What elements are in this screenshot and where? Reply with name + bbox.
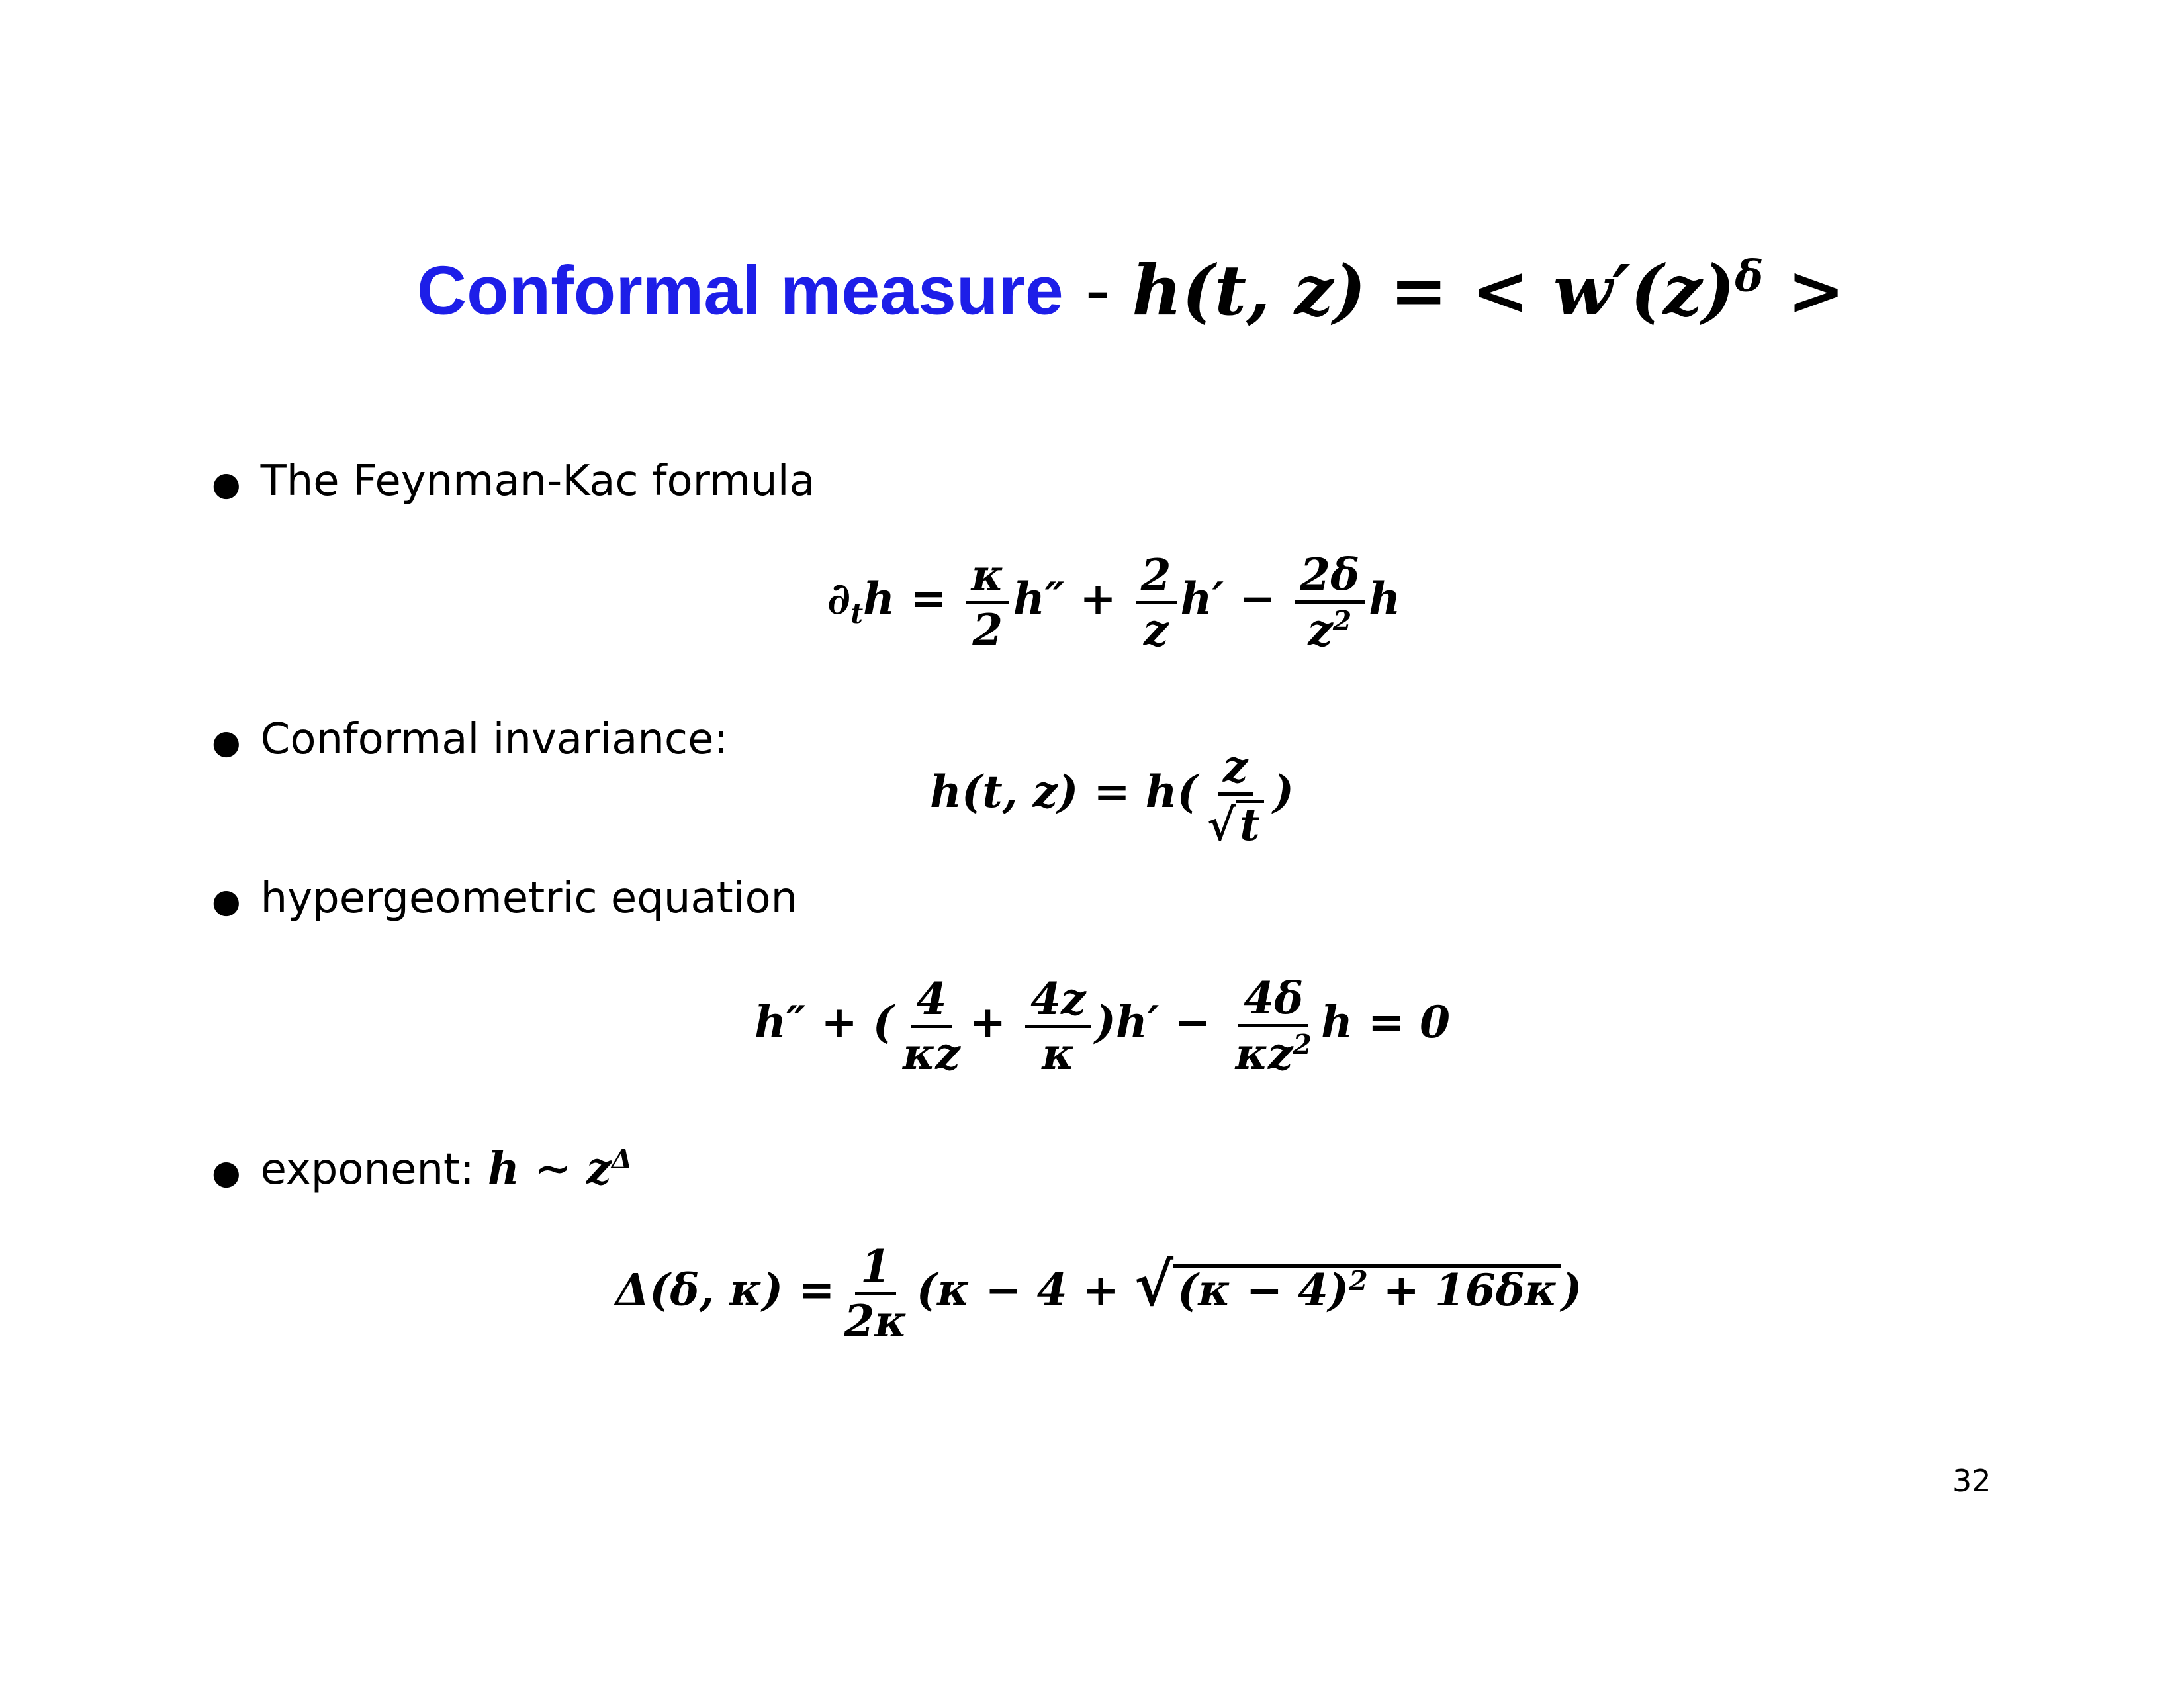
eq1-frac-2	[1136, 549, 1177, 656]
bullet-dot: ●	[212, 1153, 241, 1192]
bullet-label: The Feynman-Kac formula	[260, 457, 815, 506]
bullet-dot: ●	[212, 465, 241, 503]
eq1-f3-den-exp: 2	[1332, 605, 1352, 637]
eq3-term-2: )h′ −	[1095, 996, 1211, 1048]
eq3-f1-den: κz	[902, 1027, 960, 1080]
eq4-f-num: 1	[855, 1244, 896, 1295]
eq1-f2-num: 2	[1136, 553, 1177, 604]
sqrt-symbol: √	[1134, 1249, 1174, 1320]
bullet-label: hypergeometric equation	[260, 874, 798, 923]
title-text: Conformal measure	[417, 252, 1064, 330]
bullet-label: Conformal invariance:	[260, 715, 729, 764]
eq2-f-num: z	[1218, 745, 1253, 796]
eq1-f3-den-base: z	[1308, 604, 1333, 656]
exponent-math-exp: Δ	[611, 1143, 633, 1175]
eq3-f3-den-base: κz	[1235, 1028, 1293, 1080]
eq3-f2-den: κ	[1042, 1027, 1075, 1080]
title-math	[1132, 250, 1844, 331]
eq2-f-den-radicand: t	[1236, 800, 1264, 847]
eq1-frac-1	[966, 549, 1009, 656]
bullet-exponent	[212, 1145, 633, 1194]
equation-feynman-kac	[827, 549, 1401, 656]
bullet-hypergeometric	[212, 874, 797, 923]
eq3-f3-den-exp: 2	[1293, 1029, 1312, 1060]
title-math-exp: δ	[1735, 251, 1764, 301]
bullet-conformal-invariance	[212, 715, 728, 764]
title-math-open: < w′(z)	[1471, 249, 1735, 331]
eq2-frac	[1202, 741, 1269, 851]
eq2-lhs: h(t, z) = h(	[930, 766, 1198, 818]
equation-hypergeometric	[754, 972, 1451, 1080]
eq4-close: )	[1561, 1264, 1582, 1316]
eq4-rad-exp: 2	[1349, 1264, 1368, 1297]
eq3-frac-1	[897, 972, 966, 1080]
eq4-f-den: 2κ	[844, 1295, 907, 1347]
eq3-f1-num: 4	[911, 977, 952, 1028]
bullet-dot: ●	[212, 882, 241, 920]
eq3-term-3: h = 0	[1320, 996, 1451, 1048]
eq3-frac-3	[1230, 972, 1317, 1080]
eq1-f3-num: 2δ	[1295, 553, 1365, 604]
eq1-f3-den	[1302, 604, 1357, 656]
bullet-exponent-math	[488, 1143, 632, 1194]
eq4-rad-a: (κ − 4)	[1177, 1264, 1349, 1316]
eq1-term-1: h″ +	[1013, 573, 1116, 624]
eq3-f3-den	[1230, 1027, 1317, 1080]
eq4-lhs: Δ(δ, κ) =	[615, 1264, 835, 1316]
equation-conformal-invariance	[930, 741, 1294, 851]
eq4-term-1: (κ − 4 +	[916, 1264, 1119, 1316]
bullet-dot: ●	[212, 723, 241, 761]
eq3-f2-num: 4z	[1025, 977, 1091, 1028]
title-math-lhs: h(t, z) =	[1132, 249, 1448, 331]
eq4-radicand	[1173, 1264, 1561, 1316]
exponent-math-base: h ∼ z	[488, 1143, 612, 1194]
bullet-feynman-kac	[212, 457, 815, 506]
eq3-frac-2	[1025, 972, 1091, 1080]
eq1-lhs-rest: h =	[863, 573, 947, 624]
eq2-close: )	[1273, 766, 1294, 818]
eq4-frac	[839, 1241, 912, 1347]
title-math-close: >	[1763, 249, 1845, 331]
equation-exponent	[615, 1241, 1582, 1347]
eq1-f1-den: 2	[972, 604, 1003, 656]
eq2-f-den	[1202, 796, 1269, 851]
eq1-frac-3	[1295, 549, 1365, 656]
eq1-term-2: h′ −	[1180, 573, 1276, 624]
eq3-f3-num: 4δ	[1238, 976, 1308, 1027]
eq1-f2-den: z	[1143, 604, 1169, 656]
bullet-label: exponent:	[260, 1145, 475, 1194]
eq3-term-1: +	[969, 996, 1007, 1048]
eq4-rad-b: + 16δκ	[1367, 1264, 1558, 1316]
slide-title	[417, 249, 1845, 331]
eq1-lhs: ∂	[827, 573, 851, 624]
eq3-term-0: h″ + (	[754, 996, 893, 1048]
eq1-lhs-sub: t	[850, 598, 864, 630]
eq1-f1-num: κ	[966, 553, 1009, 604]
sqrt-symbol: √	[1206, 799, 1236, 851]
title-separator: -	[1085, 250, 1111, 331]
eq1-term-3: h	[1369, 573, 1401, 624]
page-number: 32	[1952, 1463, 1991, 1499]
